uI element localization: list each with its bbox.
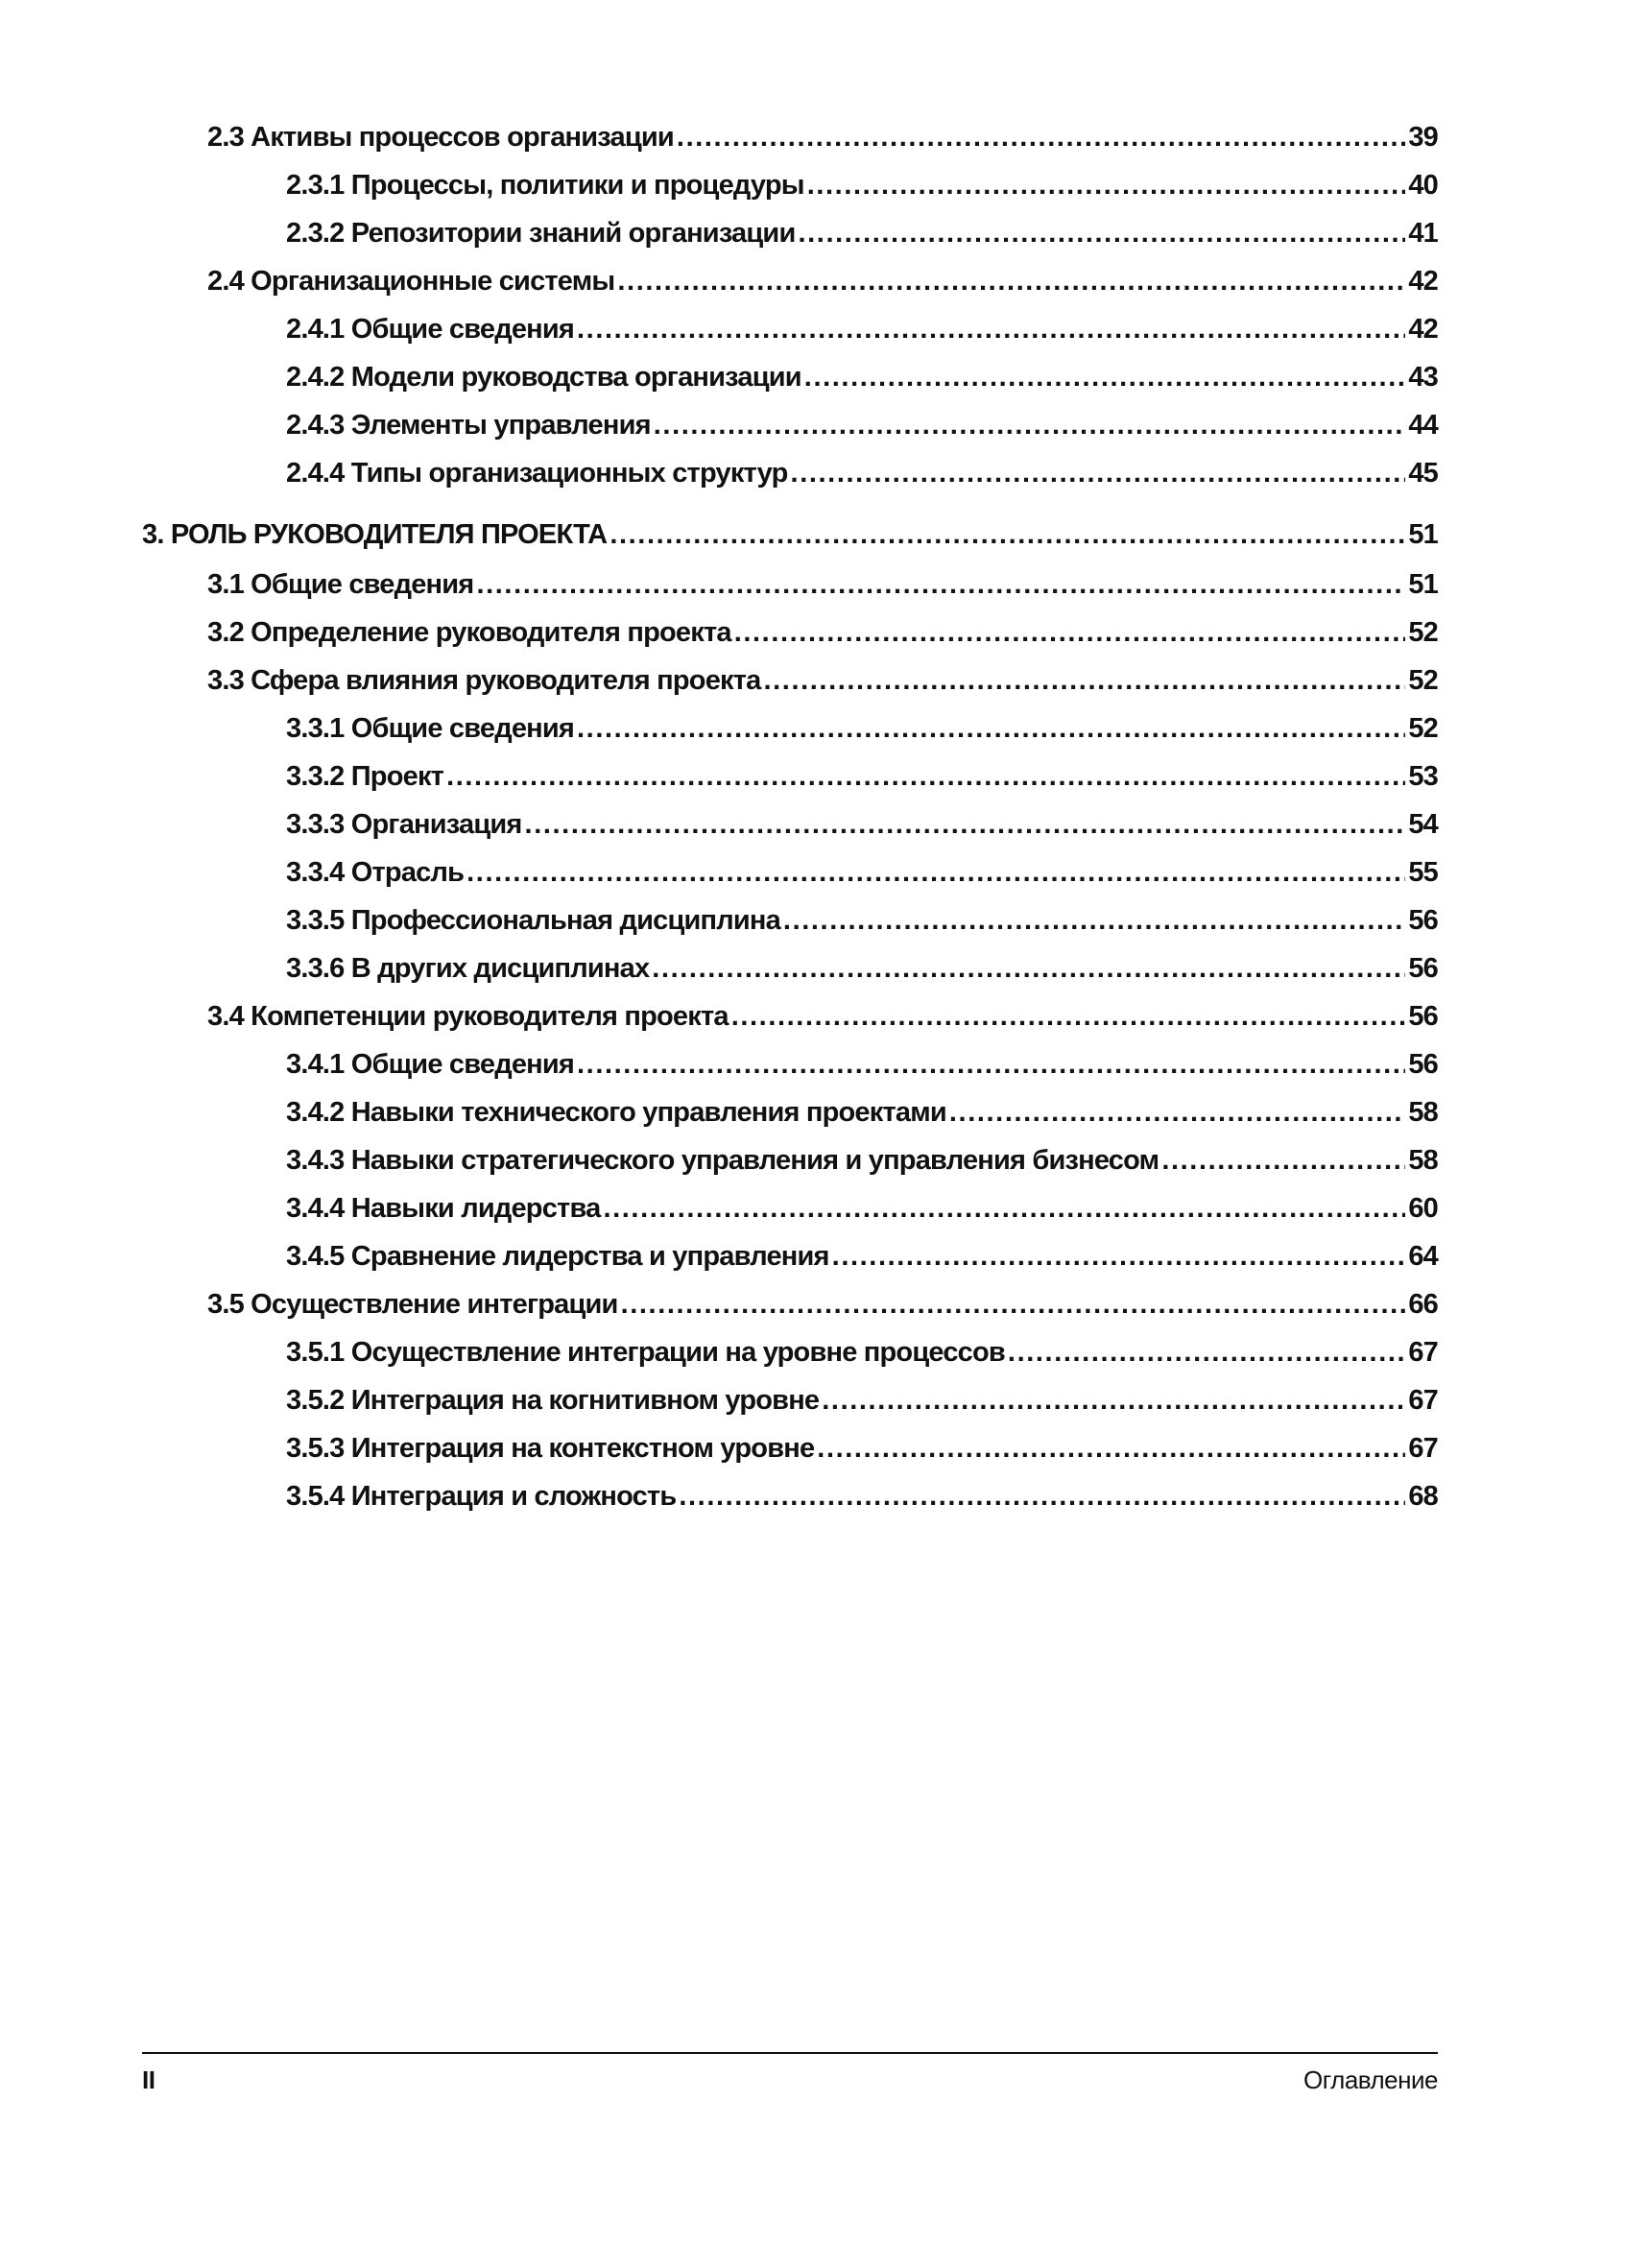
toc-dot-leader: [609, 511, 1405, 559]
toc-dot-leader: [525, 800, 1406, 848]
toc-dot-leader: [949, 1088, 1405, 1136]
toc-dot-leader: [446, 752, 1405, 800]
footer-divider: [142, 2052, 1438, 2054]
toc-entry-label: 3.3.2 Проект: [286, 761, 444, 792]
toc-entry-label: 3.3.1 Общие сведения: [286, 713, 575, 744]
toc-entry-3-3-2[interactable]: [142, 752, 1438, 800]
toc-dot-leader: [804, 353, 1406, 401]
toc-entry-page: 43: [1408, 362, 1438, 393]
toc-dot-leader: [832, 1232, 1406, 1280]
toc-entry-3-1[interactable]: [142, 561, 1438, 609]
toc-entry-3-5-2[interactable]: [142, 1376, 1438, 1424]
toc-entry-page: 56: [1408, 905, 1438, 936]
toc-entry-page: 54: [1408, 809, 1438, 840]
toc-dot-leader: [652, 944, 1405, 992]
toc-dot-leader: [798, 209, 1405, 257]
toc-dot-leader: [466, 848, 1405, 896]
toc-entry-label: 2.4.2 Модели руководства организации: [286, 362, 801, 393]
toc-entry-3-3-1[interactable]: [142, 704, 1438, 752]
toc-entry-label: 3.5 Осуществление интеграции: [207, 1289, 618, 1320]
toc-entry-page: 52: [1408, 617, 1438, 648]
toc-entry-page: 55: [1408, 857, 1438, 888]
toc-entry-label: 2.4.1 Общие сведения: [286, 314, 575, 345]
toc-dot-leader: [734, 609, 1406, 657]
toc-dot-leader: [654, 401, 1406, 449]
toc-entry-3-4[interactable]: [142, 992, 1438, 1040]
toc-entry-page: 42: [1408, 314, 1438, 345]
toc-entry-2-4-4[interactable]: [142, 449, 1438, 497]
toc-entry-page: 56: [1408, 1001, 1438, 1032]
toc-entry-3-4-1[interactable]: [142, 1040, 1438, 1088]
toc-entry-label: 3.5.3 Интеграция на контекстном уровне: [286, 1433, 815, 1464]
toc-entry-2-4-2[interactable]: [142, 353, 1438, 401]
toc-entry-3-4-5[interactable]: [142, 1232, 1438, 1280]
toc-entry-page: 67: [1408, 1337, 1438, 1368]
toc-dot-leader: [603, 1184, 1405, 1232]
toc-dot-leader: [763, 657, 1405, 704]
toc-entry-label: 3.5.1 Осуществление интеграции на уровне процессов: [286, 1337, 1005, 1368]
toc-entry-3-3-3[interactable]: [142, 800, 1438, 848]
toc-entry-label: 3.4.3 Навыки стратегического управления и управления бизнесом: [286, 1145, 1159, 1176]
toc-dot-leader: [783, 896, 1405, 944]
toc-entry-page: 51: [1408, 519, 1438, 550]
toc-entry-label: 2.4.3 Элементы управления: [286, 410, 651, 441]
toc-entry-page: 45: [1408, 458, 1438, 489]
toc-entry-chapter-3[interactable]: [142, 511, 1438, 559]
toc-entry-label: 3.5.2 Интеграция на когнитивном уровне: [286, 1385, 820, 1416]
toc-entry-page: 39: [1408, 122, 1438, 153]
toc-entry-page: 66: [1408, 1289, 1438, 1320]
toc-entry-label: 2.3.2 Репозитории знаний организации: [286, 218, 796, 249]
toc-entry-page: 42: [1408, 266, 1438, 297]
toc-entry-page: 60: [1408, 1193, 1438, 1224]
toc-entry-page: 51: [1408, 569, 1438, 600]
toc-entry-label: 3.4 Компетенции руководителя проекта: [207, 1001, 729, 1032]
toc-entry-label: 3.3.3 Организация: [286, 809, 522, 840]
footer-section-title: Оглавление: [1303, 2065, 1438, 2094]
toc-entry-page: 52: [1408, 713, 1438, 744]
toc-entry-page: 68: [1408, 1481, 1438, 1512]
toc-entry-label: 3.1 Общие сведения: [207, 569, 474, 600]
toc-entry-label: 3.4.5 Сравнение лидерства и управления: [286, 1241, 829, 1272]
toc-dot-leader: [677, 113, 1405, 161]
toc-entry-3-3-4[interactable]: [142, 848, 1438, 896]
toc-dot-leader: [577, 305, 1405, 353]
toc-entry-3-4-4[interactable]: [142, 1184, 1438, 1232]
toc-entry-label: 3.3.5 Профессиональная дисциплина: [286, 905, 780, 936]
toc-dot-leader: [1161, 1136, 1405, 1184]
toc-entry-2-4-1[interactable]: [142, 305, 1438, 353]
table-of-contents: [142, 113, 1438, 1520]
toc-entry-label: 3.3 Сфера влияния руководителя проекта: [207, 665, 761, 696]
toc-entry-label: 3.4.4 Навыки лидерства: [286, 1193, 601, 1224]
toc-entry-3-5-1[interactable]: [142, 1328, 1438, 1376]
toc-entry-page: 53: [1408, 761, 1438, 792]
toc-dot-leader: [822, 1376, 1405, 1424]
toc-entry-2-3[interactable]: [142, 113, 1438, 161]
toc-entry-page: 58: [1408, 1097, 1438, 1128]
toc-dot-leader: [617, 257, 1405, 305]
toc-entry-label: 3.3.6 В других дисциплинах: [286, 953, 650, 984]
toc-entry-2-4[interactable]: [142, 257, 1438, 305]
toc-entry-page: 52: [1408, 665, 1438, 696]
toc-entry-page: 67: [1408, 1433, 1438, 1464]
toc-entry-3-4-3[interactable]: [142, 1136, 1438, 1184]
toc-dot-leader: [791, 449, 1406, 497]
toc-dot-leader: [621, 1280, 1406, 1328]
toc-entry-3-3-5[interactable]: [142, 896, 1438, 944]
toc-entry-label: 2.3.1 Процессы, политики и процедуры: [286, 170, 804, 201]
toc-entry-2-3-2[interactable]: [142, 209, 1438, 257]
toc-entry-2-4-3[interactable]: [142, 401, 1438, 449]
toc-entry-label: 3.4.2 Навыки технического управления проектами: [286, 1097, 946, 1128]
toc-entry-label: 3.2 Определение руководителя проекта: [207, 617, 731, 648]
toc-dot-leader: [1008, 1328, 1405, 1376]
toc-entry-page: 44: [1408, 410, 1438, 441]
toc-entry-3-5-3[interactable]: [142, 1424, 1438, 1472]
toc-entry-3-2[interactable]: [142, 609, 1438, 657]
toc-entry-label: 2.3 Активы процессов организации: [207, 122, 674, 153]
toc-entry-label: 3.3.4 Отрасль: [286, 857, 465, 888]
toc-entry-3-5[interactable]: [142, 1280, 1438, 1328]
toc-dot-leader: [577, 1040, 1405, 1088]
toc-entry-label: 3. РОЛЬ РУКОВОДИТЕЛЯ ПРОЕКТА: [142, 519, 608, 550]
toc-dot-leader: [577, 704, 1405, 752]
toc-entry-label: 3.4.1 Общие сведения: [286, 1049, 575, 1080]
toc-entry-page: 58: [1408, 1145, 1438, 1176]
toc-entry-label: 2.4.4 Типы организационных структур: [286, 458, 788, 489]
toc-entry-2-3-1[interactable]: [142, 161, 1438, 209]
toc-entry-3-4-2[interactable]: [142, 1088, 1438, 1136]
toc-entry-page: 56: [1408, 953, 1438, 984]
toc-dot-leader: [807, 161, 1406, 209]
toc-dot-leader: [817, 1424, 1405, 1472]
toc-entry-page: 64: [1408, 1241, 1438, 1272]
toc-dot-leader: [679, 1472, 1405, 1520]
footer-page-number: II: [142, 2065, 155, 2094]
toc-entry-page: 67: [1408, 1385, 1438, 1416]
toc-entry-page: 56: [1408, 1049, 1438, 1080]
page-footer: [142, 2065, 1438, 2095]
toc-entry-label: 2.4 Организационные системы: [207, 266, 615, 297]
toc-entry-page: 40: [1408, 170, 1438, 201]
toc-entry-3-3[interactable]: [142, 657, 1438, 704]
toc-entry-label: 3.5.4 Интеграция и сложность: [286, 1481, 677, 1512]
toc-entry-3-3-6[interactable]: [142, 944, 1438, 992]
toc-entry-3-5-4[interactable]: [142, 1472, 1438, 1520]
toc-entry-page: 41: [1408, 218, 1438, 249]
toc-dot-leader: [731, 992, 1406, 1040]
toc-dot-leader: [476, 561, 1405, 609]
